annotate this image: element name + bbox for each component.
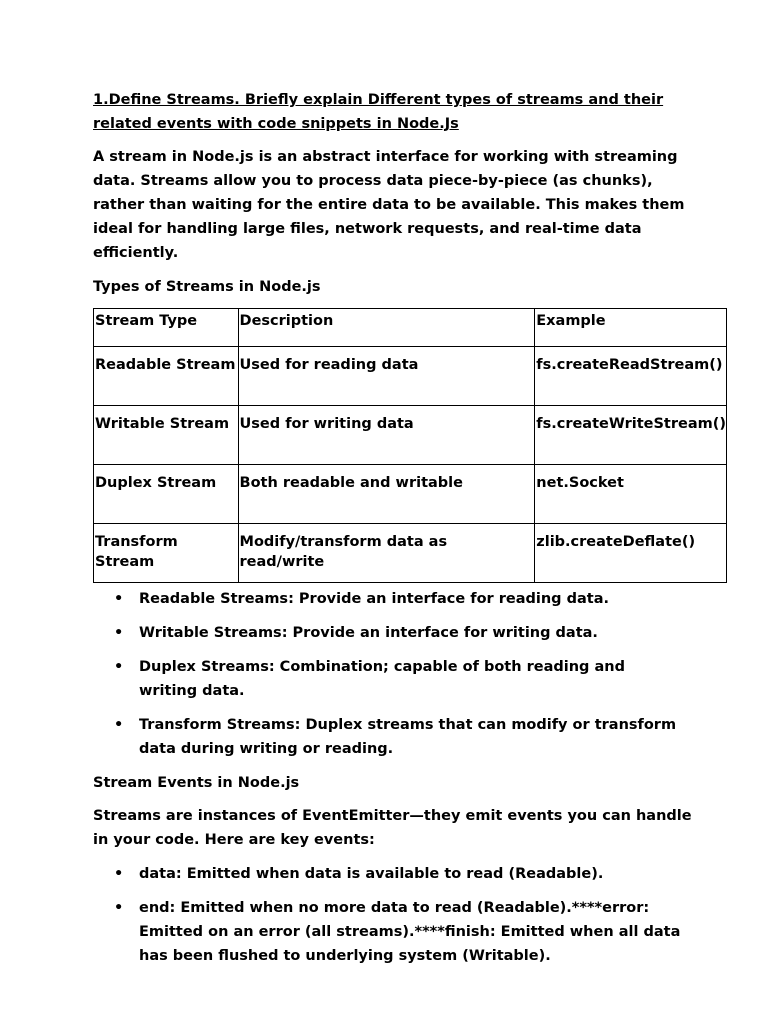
list-item (93, 655, 679, 703)
table-cell: zlib.createDeflate() (535, 524, 727, 583)
list-item-text: data: Emitted when data is available to read (Readable). (139, 866, 604, 882)
events-intro-paragraph: Streams are instances of EventEmitter—they emit events you can handle in your code. Here are key events: (93, 808, 692, 848)
table-cell: Used for writing data (238, 406, 535, 465)
table-cell: Both readable and writable (238, 465, 535, 524)
bullet-icon: • (114, 591, 124, 607)
list-item-text: Transform Streams: Duplex streams that can modify or transform data during writing or reading. (139, 717, 677, 757)
events-heading: Stream Events in Node.js (93, 775, 300, 791)
bullet-icon: • (114, 625, 124, 641)
list-item-text: Writable Streams: Provide an interface for writing data. (139, 625, 598, 641)
table-header-cell: Description (238, 309, 535, 347)
intro-paragraph: A stream in Node.js is an abstract interface for working with streaming data. Streams allow you to process data piece-by-piece (as chunks), rather than waiting for the entire data to be available. This makes them ideal for handling large files, network requests, and real-time data efficiently. (93, 149, 685, 261)
types-heading: Types of Streams in Node.js (93, 279, 321, 295)
table-cell: Modify/transform data as read/write (238, 524, 535, 583)
table-header-row (94, 309, 727, 347)
table-cell: Readable Stream (94, 347, 239, 406)
list-item (93, 862, 689, 886)
table-cell: fs.createReadStream() (535, 347, 727, 406)
table-header-cell: Stream Type (94, 309, 239, 347)
table-cell: Duplex Stream (94, 465, 239, 524)
bullet-icon: • (114, 717, 124, 733)
table-header-cell: Example (535, 309, 727, 347)
question-title: 1.Define Streams. Briefly explain Different types of streams and their related events with code snippets in Node.Js (93, 92, 664, 132)
document-page (93, 88, 733, 978)
table-row (94, 465, 727, 524)
bullet-icon: • (114, 900, 124, 916)
table-cell: Writable Stream (94, 406, 239, 465)
stream-events-list (93, 862, 733, 968)
bullet-icon: • (114, 659, 124, 675)
table-cell: Transform Stream (94, 524, 239, 583)
table-cell: fs.createWriteStream() (535, 406, 727, 465)
stream-types-table (93, 308, 727, 583)
list-item (93, 713, 679, 761)
table-cell: Used for reading data (238, 347, 535, 406)
table-row (94, 406, 727, 465)
list-item (93, 896, 689, 968)
table-cell: net.Socket (535, 465, 727, 524)
table-row (94, 347, 727, 406)
list-item-text: end: Emitted when no more data to read (Readable).****error: Emitted on an error (all streams).****finish: Emitted when all data has been flushed to underlying system (Writable). (139, 900, 681, 964)
list-item-text: Duplex Streams: Combination; capable of both reading and writing data. (139, 659, 625, 699)
bullet-icon: • (114, 866, 124, 882)
table-row (94, 524, 727, 583)
stream-types-list (93, 587, 733, 761)
list-item (93, 621, 679, 645)
list-item (93, 587, 679, 611)
list-item-text: Readable Streams: Provide an interface for reading data. (139, 591, 609, 607)
